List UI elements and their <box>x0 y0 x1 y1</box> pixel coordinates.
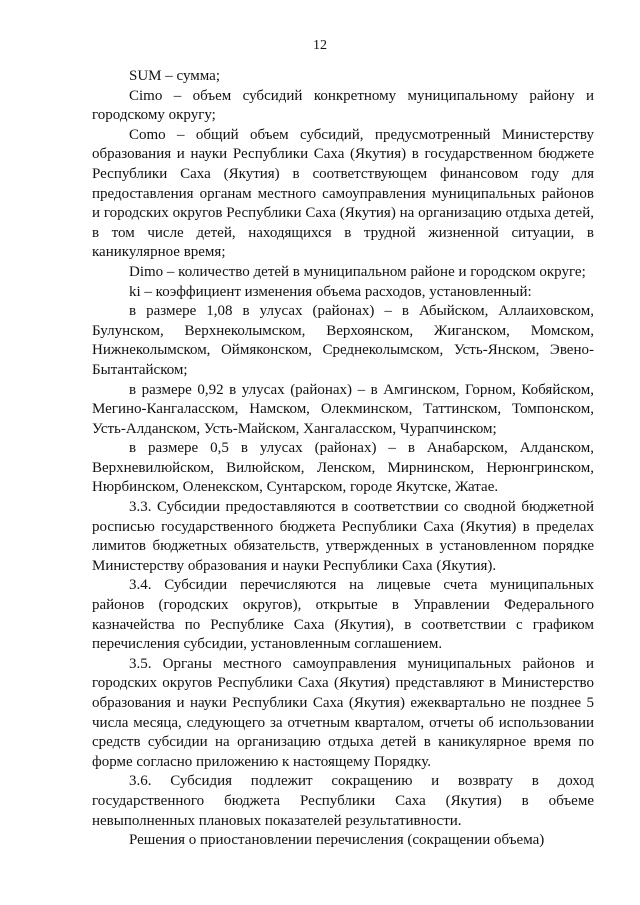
paragraph-ki-108: в размере 1,08 в улусах (районах) – в Абыйском, Аллаиховском, Булунском, Верхнеколымском, Верхоянском, Жиганском, Момском, Нижнеколымском, Оймяконском, Среднеколымском, Усть-Янском, Эвено-Бытантайском; <box>92 303 594 378</box>
paragraph-ki-05: в размере 0,5 в улусах (районах) – в Анабарском, Алданском, Верхневилюйском, Вилюйском, Ленском, Мирнинском, Нерюнгринском, Нюрбинском, Оленекском, Сунтарском, городе Якутске, Жатае. <box>92 440 594 496</box>
paragraph-ki-092: в размере 0,92 в улусах (районах) – в Амгинском, Горном, Кобяйском, Мегино-Кангаласском, Намском, Олекминском, Таттинском, Томпонском, Усть-Алданском, Усть-Майском, Хангаласском, Чурапчинском; <box>92 381 594 437</box>
paragraph-section-3-4: 3.4. Субсидии перечисляются на лицевые счета муниципальных районов (городских округов), открытые в Управлении Федерального казначейства по Республике Саха (Якутия), в соответствии с графиком перечисления субсидии, установленным соглашением. <box>92 577 594 653</box>
paragraph-section-3-6: 3.6. Субсидия подлежит сокращению и возврату в доход государственного бюджета Республики Саха (Якутия) в объеме невыполненных плановых показателей результативности. <box>92 773 594 829</box>
document-body <box>92 67 594 851</box>
paragraph-section-3-5: 3.5. Органы местного самоуправления муниципальных районов и городских округов Республики Саха (Якутия) представляют в Министерство образования и науки Республики Саха (Якутия) ежеквартально не позднее 5 числа месяца, следующего за отчетным кварталом, отчеты об использовании средств субсидии на организацию отдыха детей в каникулярное время по форме согласно приложению к настоящему Порядку. <box>92 655 594 770</box>
paragraph-dimo-definition: Dimo – количество детей в муниципальном районе и городском округе; <box>129 263 586 280</box>
paragraph-section-3-3: 3.3. Субсидии предоставляются в соответствии со сводной бюджетной росписью государственного бюджета Республики Саха (Якутия) в пределах лимитов бюджетных обязательств, утвержденных в установленном порядке Министерству образования и науки Республики Саха (Якутия). <box>92 499 594 574</box>
paragraph-suspension-decisions: Решения о приостановлении перечисления (сокращении объема) <box>129 832 545 849</box>
paragraph-como-definition: Como – общий объем субсидий, предусмотренный Министерству образования и науки Республики Саха (Якутия) в государственном бюджете Республики Саха (Якутия) в соответствующем финансовом году для предоставления органам местного самоуправления муниципальных районов и городских округов Республики Саха (Якутия) на организацию отдыха детей, в том числе детей, находящихся в трудной жизненной ситуации, в каникулярное время; <box>92 126 594 261</box>
paragraph-ki-definition: ki – коэффициент изменения объема расходов, установленный: <box>129 283 532 300</box>
paragraph-cimo-definition: Cimo – объем субсидий конкретному муниципальному району и городскому округу; <box>92 87 594 124</box>
paragraph-sum-definition: SUM – сумма; <box>129 68 220 84</box>
page-number: 12 <box>313 38 327 53</box>
